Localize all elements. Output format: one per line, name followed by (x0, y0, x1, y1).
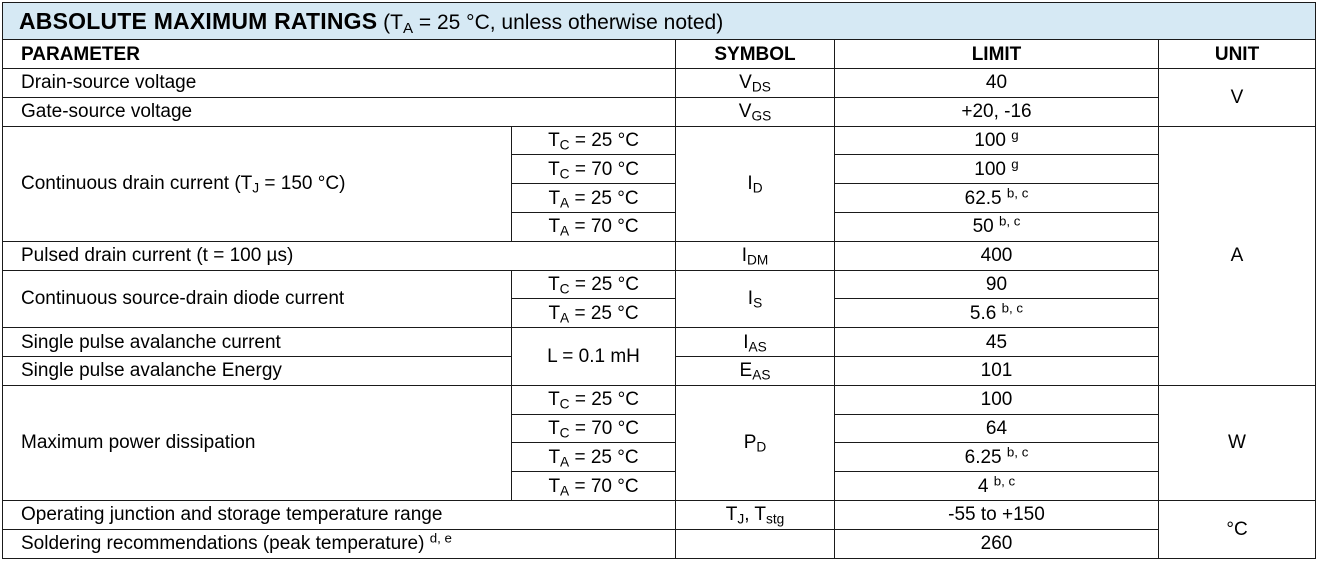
limit-idm: 400 (835, 241, 1159, 270)
limit-cell: 4 $^{b, c}$ (835, 472, 1159, 501)
condition-cell: $T_A = 25$ °C (512, 184, 676, 213)
condition-cell: $T_A = 70$ °C (512, 472, 676, 501)
limit-cell: 90 (835, 270, 1159, 299)
symbol-pd: $P_D$ (676, 385, 835, 500)
limit-cell: 100 $^g$ (835, 126, 1159, 155)
limit-tj-tstg: -55 to +150 (835, 500, 1159, 529)
symbol-idm: $I_{DM}$ (676, 241, 835, 270)
table-row (3, 385, 1316, 414)
unit-watts: W (1159, 385, 1316, 500)
footnote-ref: d, e (429, 530, 452, 546)
unit-celsius: °C (1159, 500, 1316, 558)
table-row (3, 529, 1316, 558)
unit-volts: V (1159, 69, 1316, 127)
param-junction-storage-temperature: Operating junction and storage temperature range (3, 500, 676, 529)
condition-cell: $T_A = 70$ °C (512, 212, 676, 241)
header-symbol: SYMBOL (676, 40, 835, 69)
param-avalanche-energy: Single pulse avalanche Energy (3, 356, 512, 385)
unit-amperes: A (1159, 126, 1316, 385)
condition-cell: $T_C = 70$ °C (512, 155, 676, 184)
condition-inductance: L = 0.1 mH (512, 328, 676, 386)
ratings-table-container (2, 2, 1315, 559)
limit-cell: 50 $^{b, c}$ (835, 212, 1159, 241)
header-row (3, 40, 1316, 69)
table-title-main: ABSOLUTE MAXIMUM RATINGS (19, 7, 378, 34)
symbol-empty (676, 529, 835, 558)
header-unit: UNIT (1159, 40, 1316, 69)
param-max-power-dissipation: Maximum power dissipation (3, 385, 512, 500)
table-row (3, 69, 1316, 98)
table-title (3, 3, 1316, 40)
footnote-ref: g (1011, 156, 1019, 172)
limit-ias: 45 (835, 328, 1159, 357)
param-avalanche-current: Single pulse avalanche current (3, 328, 512, 357)
table-row (3, 328, 1316, 357)
table-row (3, 500, 1316, 529)
limit-soldering: 260 (835, 529, 1159, 558)
condition-cell: $T_C = 25$ °C (512, 270, 676, 299)
limit-eas: 101 (835, 356, 1159, 385)
param-soldering-recommendations: Soldering recommendations (peak temperature) $^{d, e}$ (3, 529, 676, 558)
header-parameter: PARAMETER (3, 40, 676, 69)
limit-cell: 64 (835, 414, 1159, 443)
symbol-eas: $E_{AS}$ (676, 356, 835, 385)
limit-vds: 40 (835, 69, 1159, 98)
limit-cell: 62.5 $^{b, c}$ (835, 184, 1159, 213)
condition-cell: $T_C = 25$ °C (512, 385, 676, 414)
condition-cell: $T_A = 25$ °C (512, 443, 676, 472)
limit-cell: 6.25 $^{b, c}$ (835, 443, 1159, 472)
table-row (3, 97, 1316, 126)
condition-cell: $T_C = 70$ °C (512, 414, 676, 443)
symbol-vgs: $V_{GS}$ (676, 97, 835, 126)
footnote-ref: g (1011, 127, 1019, 143)
table-row (3, 270, 1316, 299)
condition-cell: $T_A = 25$ °C (512, 299, 676, 328)
limit-cell: 5.6 $^{b, c}$ (835, 299, 1159, 328)
title-row (3, 3, 1316, 40)
param-continuous-drain-current: Continuous drain current ($T_J = 150$ °C) (3, 126, 512, 241)
footnote-ref: b, c (1006, 444, 1029, 460)
footnote-ref: b, c (993, 472, 1016, 488)
limit-cell: 100 $^g$ (835, 155, 1159, 184)
limit-cell: 100 (835, 385, 1159, 414)
param-pulsed-drain-current: Pulsed drain current (t = 100 µs) (3, 241, 676, 270)
param-gate-source-voltage: Gate-source voltage (3, 97, 676, 126)
footnote-ref: b, c (1001, 300, 1024, 316)
condition-cell: $T_C = 25$ °C (512, 126, 676, 155)
header-limit: LIMIT (835, 40, 1159, 69)
footnote-ref: b, c (1006, 184, 1029, 200)
param-source-drain-diode-current: Continuous source-drain diode current (3, 270, 512, 328)
symbol-is: $I_S$ (676, 270, 835, 328)
absolute-maximum-ratings-table (2, 2, 1316, 559)
table-title-condition: ($T_A = 25$ °C, unless otherwise noted) (377, 10, 724, 37)
symbol-vds: $V_{DS}$ (676, 69, 835, 98)
symbol-ias: $I_{AS}$ (676, 328, 835, 357)
symbol-id: $I_D$ (676, 126, 835, 241)
footnote-ref: b, c (998, 213, 1021, 229)
param-drain-source-voltage: Drain-source voltage (3, 69, 676, 98)
table-row (3, 241, 1316, 270)
limit-vgs: +20, -16 (835, 97, 1159, 126)
table-row (3, 126, 1316, 155)
symbol-tj-tstg: $T_J$, $T_{stg}$ (676, 500, 835, 529)
